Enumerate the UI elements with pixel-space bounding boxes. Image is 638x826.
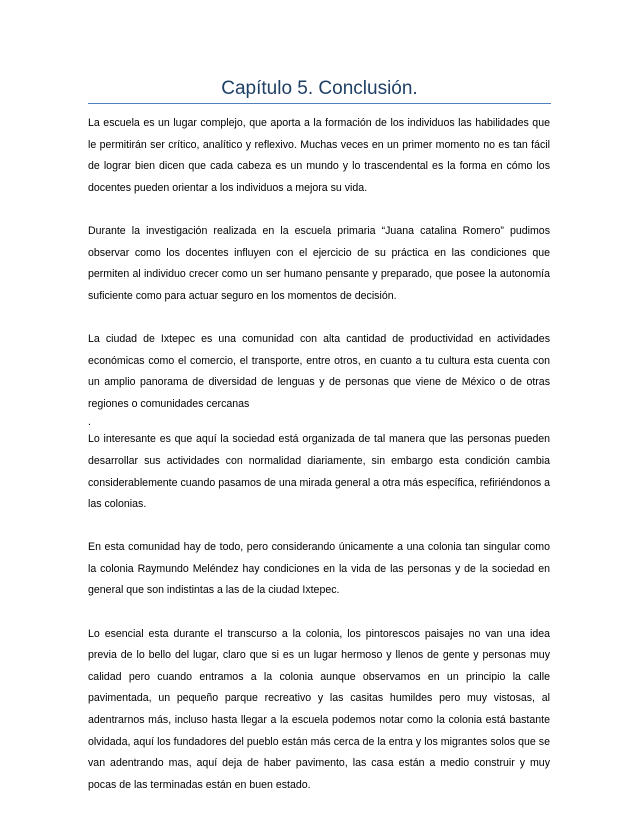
paragraph-1: La escuela es un lugar complejo, que aporta a la formación de los individuos las habilidades que le permitirán ser crítico, analítico y reflexivo. Muchas veces en un primer momento no es tan fácil de lograr bien dicen que cada cabeza es un mundo y lo trascendental es la forma en cómo los docentes pueden orientar a los individuos a mejora su vida. (88, 117, 550, 194)
paragraph-4: Lo interesante es que aquí la sociedad está organizada de tal manera que las personas pueden desarrollar sus actividades con normalidad diariamente, sin embargo esta condición cambia considerablemente cuando pasamos de una mirada general a otra más específica, refiriéndonos a las colonias. (88, 433, 550, 511)
stray-period: . (88, 416, 91, 429)
document-body (88, 113, 550, 818)
paragraph-3: La ciudad de Ixtepec es una comunidad con alta cantidad de productividad en actividades económicas como el comercio, el transporte, entre otros, en cuanto a tu cultura esta cuenta con un amplio panorama de diversidad de lenguas y de personas que viene de México o de otras regiones o comunidades cercanas (88, 332, 550, 410)
paragraph-5: En esta comunidad hay de todo, pero considerando únicamente a una colonia tan singular como la colonia Raymundo Meléndez hay condiciones en la vida de las personas y de la sociedad en general que son indistintas a las de la ciudad Ixtepec. (88, 541, 550, 597)
paragraph-6: Lo esencial esta durante el transcurso a la colonia, los pintorescos paisajes no van una idea previa de lo bello del lugar, claro que si es un lugar hermoso y llenos de gente y personas muy calidad pero cuando entramos a la colonia aunque observamos en un principio la calle pavimentada, un pequeño parque recreativo y las casitas humildes pero muy vistosas, al adentrarnos más, incluso hasta llegar a la escuela podemos notar como la colonia está bastante olvidada, aquí los fundadores del pueblo están más cerca de la entra y los migrantes solos que se van adentrando mas, aquí deja de haber pavimento, las casa están a medio construir y muy pocas de las terminadas están en buen estado. (88, 627, 550, 791)
paragraph-2: Durante la investigación realizada en la escuela primaria “Juana catalina Romero” pudimos observar como los docentes influyen con el ejercicio de su práctica en las condiciones que permiten al individuo crecer como un ser humano pensante y preparado, que posee la autonomía suficiente como para actuar seguro en los momentos de decisión. (88, 224, 550, 302)
title-underline (88, 103, 551, 104)
chapter-title: Capítulo 5. Conclusión. (221, 78, 418, 99)
